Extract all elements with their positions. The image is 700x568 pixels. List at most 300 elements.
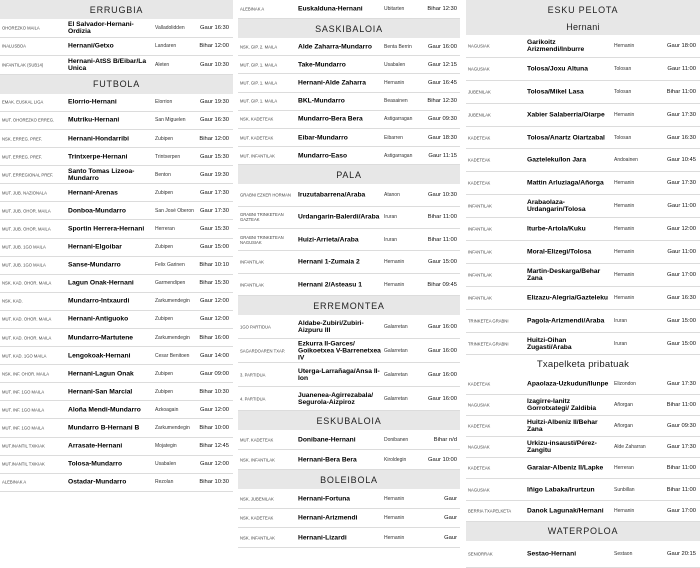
fixture-venue: Donibanen <box>384 436 409 443</box>
fixture-time: Bihar n/d <box>433 436 457 443</box>
fixture-row <box>466 81 700 104</box>
fixture-row <box>466 172 700 195</box>
fixture-time: Bihar 12:00 <box>199 43 229 50</box>
fixture-row <box>0 112 233 130</box>
fixture-match: Sestao-Hernani <box>527 550 577 558</box>
fixture-match: Urdangarin-Balerdi/Araba <box>298 213 380 221</box>
fixture-venue: Eibarren <box>384 134 403 141</box>
fixture-time: Gaur 09:30 <box>666 422 696 429</box>
fixture-time: Gaur 16:00 <box>427 395 457 402</box>
fixture-venue: Elorrion <box>155 99 173 106</box>
fixture-row <box>466 35 700 58</box>
fixture-row <box>238 251 460 273</box>
fixture-venue: Hernanin <box>384 281 405 288</box>
fixture-venue: Aleten <box>155 61 170 68</box>
fixture-venue: Añorgan <box>614 422 633 429</box>
fixture-venue: Herreran <box>614 465 634 472</box>
fixture-category: MUT. KAD. OHOR. MAILA <box>2 335 52 341</box>
fixture-category: TRINKETEA GRABNI <box>468 341 509 347</box>
fixture-row <box>0 239 233 257</box>
fixture-match: Lagun Onak-Hernani <box>68 279 134 287</box>
fixture-category: INFANTILAK <box>468 295 492 301</box>
fixture-row <box>238 509 460 529</box>
fixture-venue: Alde Zaharran <box>614 444 646 451</box>
fixture-category: INFANTILAK <box>468 272 492 278</box>
fixture-category: 1GO PARTIDUA <box>240 324 271 330</box>
fixture-category: GRABNI EZKER HORMAN <box>240 192 291 198</box>
section-header: ESKU PELOTA <box>466 0 700 19</box>
fixture-venue: Usabalen <box>384 61 406 68</box>
fixture-row <box>466 149 700 172</box>
fixture-row <box>466 395 700 416</box>
fixture-row <box>0 184 233 202</box>
fixture-venue: Iruran <box>384 214 398 221</box>
fixture-category: NSK. GIP. 2. MAILA <box>240 44 278 50</box>
fixture-match: Sanse-Mundarro <box>68 261 121 269</box>
fixture-row <box>466 264 700 287</box>
fixture-match: Hernani-Antiguoko <box>68 315 129 323</box>
fixture-category: TRINKETEA GRABNI <box>468 318 509 324</box>
fixture-row <box>466 479 700 500</box>
fixture-venue: Trintxerpen <box>155 153 181 160</box>
fixture-venue: Zubipen <box>155 388 174 395</box>
fixture-match: Tolosa/Mikel Lasa <box>527 88 584 96</box>
fixture-row <box>466 310 700 333</box>
fixture-row <box>238 207 460 229</box>
fixture-row <box>466 333 700 356</box>
fixture-category: NAGUSIAK <box>468 66 490 72</box>
fixture-category: MUT. KADETEAK <box>240 135 274 141</box>
fixture-time: Gaur 09:30 <box>427 116 457 123</box>
section-header: ERREMONTEA <box>238 296 460 315</box>
fixture-time: Gaur 15:00 <box>666 340 696 347</box>
fixture-time: Bihar 11:00 <box>666 401 696 408</box>
fixture-category: MUT. KADETEAK <box>240 437 274 443</box>
fixture-category: JUBENILAK <box>468 112 491 118</box>
fixture-venue: Hernanin <box>614 507 635 514</box>
fixture-time: Gaur 11:00 <box>667 65 696 72</box>
fixture-time: Gaur 16:00 <box>427 347 457 354</box>
fixture-row <box>238 489 460 509</box>
fixture-match: Elizazu-Alegria/Gazteleku <box>527 294 609 302</box>
fixture-row <box>466 104 700 127</box>
fixture-time: Bihar 11:00 <box>666 465 696 472</box>
fixture-category: NSK. KADETEAK <box>240 116 274 122</box>
fixture-match: Apaolaza-Uzkudun/Ilunpe <box>527 380 609 388</box>
fixture-category: INFANTILAK <box>468 226 492 232</box>
fixture-venue: Tolosan <box>614 134 632 141</box>
fixture-venue: Hernanin <box>384 495 405 502</box>
fixture-row <box>466 541 700 568</box>
fixture-venue: Galarretan <box>384 395 408 402</box>
fixture-match: Urkizu-insausti/Pérez-Zangitu <box>527 440 597 455</box>
fixture-time: Gaur 17:30 <box>666 180 696 187</box>
fixture-time: Gaur 16:00 <box>427 371 457 378</box>
fixture-venue: Valladolidden <box>155 24 185 31</box>
section-header: SASKIBALOIA <box>238 19 460 38</box>
fixture-match: Aldabe-Zubiri/Zubiri-Aizpuru III <box>298 319 364 334</box>
fixture-match: Iñigo Labaka/Irurtzun <box>527 486 595 493</box>
fixture-category: MUT. ERREG. PREF. <box>2 154 43 160</box>
fixture-venue: Usabalen <box>155 461 177 468</box>
fixture-row <box>238 315 460 339</box>
fixture-match: Garikoitz Arizmendi/Inburre <box>527 38 585 53</box>
fixture-match: Hernani-Elgoibar <box>68 243 122 251</box>
fixture-time: Bihar 11:00 <box>427 236 457 243</box>
fixture-match: Danok Lagunak/Hernani <box>527 507 604 515</box>
fixture-time: Gaur 16:45 <box>427 79 457 86</box>
fixture-time: Gaur 11:00 <box>667 248 696 255</box>
fixture-match: Juanenea-Agirrezabala/ Segurola-Aizpiroz <box>298 391 374 406</box>
fixture-time: Gaur <box>444 495 457 502</box>
fixture-venue: Mojategin <box>155 443 177 450</box>
fixture-match: Izagirre-Ianitz Gorrotxategi/ Zaldibia <box>527 397 597 412</box>
fixture-time: Bihar 11:00 <box>666 88 696 95</box>
fixture-venue: Galarretan <box>384 323 408 330</box>
fixture-venue: Landaren <box>155 43 177 50</box>
fixture-time: Gaur 12:00 <box>199 298 229 305</box>
fixture-time: Gaur 15:30 <box>199 153 229 160</box>
column-middle <box>238 0 460 548</box>
fixture-time: Gaur 12:00 <box>199 316 229 323</box>
section-header: WATERPOLOA <box>466 522 700 541</box>
fixture-time: Gaur 12:00 <box>199 406 229 413</box>
fixture-match: Alde Zaharra-Mundarro <box>298 43 372 51</box>
fixture-venue: Beasainen <box>384 98 408 105</box>
fixture-venue: Zubipen <box>155 316 174 323</box>
fixture-match: Tolosa/Anartz Oiartzabal <box>527 134 605 141</box>
fixture-venue: Cesar Benitoen <box>155 352 190 359</box>
fixture-time: Bihar 12:00 <box>199 135 229 142</box>
fixture-category: INFANTILAK <box>468 203 492 209</box>
fixture-category: MUT. OHOREZKO ERREG. <box>2 117 55 123</box>
fixture-time: Gaur 17:00 <box>666 507 696 514</box>
fixture-match: Eibar-Mundarro <box>298 134 348 142</box>
fixture-match: Hernani-San Marcial <box>68 388 133 396</box>
fixture-match: Pagola-Arizmendi/Araba <box>527 317 605 325</box>
fixture-venue: Iruran <box>614 317 628 324</box>
fixture-venue: Iruran <box>384 236 398 243</box>
fixture-category: MUT. KAD. 1GO MAILA <box>2 353 47 359</box>
fixture-row <box>0 166 233 184</box>
fixture-category: MUT. INFANTILAK <box>240 153 275 159</box>
fixture-match: Tolosa/Joxu Altuna <box>527 65 588 73</box>
fixture-row <box>238 129 460 147</box>
fixture-match: Arrasate-Hernani <box>68 442 123 450</box>
fixture-time: Gaur 16:00 <box>427 323 457 330</box>
fixture-venue: Hernanin <box>614 42 635 49</box>
fixture-time: Gaur 16:30 <box>666 294 696 301</box>
fixture-match: Donboa-Mundarro <box>68 207 126 215</box>
fixture-venue: Azkoagain <box>155 406 179 413</box>
fixture-match: Mundarro-Martutene <box>68 334 134 342</box>
fixture-match: Iruzutabarrena/Araba <box>298 191 366 199</box>
fixture-category: MUT. JUB. 1GO MAILA <box>2 244 46 250</box>
fixture-match: Hernani-Arizmendi <box>298 514 358 522</box>
fixture-category: MUT. JUB. 1GO MAILA <box>2 262 46 268</box>
fixture-category: MUT. INF. 1GO MAILA <box>2 425 45 431</box>
fixture-category: MUT. JUB. OHOR. MAILA <box>2 208 51 214</box>
fixture-time: Gaur 15:00 <box>199 244 229 251</box>
fixture-time: Gaur 17:30 <box>666 111 696 118</box>
fixture-time: Gaur 17:30 <box>666 444 696 451</box>
fixture-category: MUT. GIP. 1. MAILA <box>240 62 278 68</box>
fixture-category: MUT. INF. 1GO MAILA <box>2 407 45 413</box>
fixture-venue: Zarkumendegin <box>155 334 190 341</box>
fixture-venue: Sunbillan <box>614 486 635 493</box>
fixture-category: INFANTILAK <box>468 249 492 255</box>
fixture-row <box>0 365 233 383</box>
fixture-category: OHOREZKO MAILA <box>2 25 40 31</box>
fixture-category: KADETEAK <box>468 465 491 471</box>
fixture-row <box>466 195 700 218</box>
fixture-time: Gaur 12:15 <box>427 61 457 68</box>
fixture-match: Garaiar-Albeniz II/Lapke <box>527 464 604 472</box>
fixture-venue: Rezolan <box>155 479 174 486</box>
fixture-row <box>0 94 233 112</box>
column-left <box>0 0 233 492</box>
fixture-time: Gaur 09:00 <box>199 370 229 377</box>
fixture-time: Gaur <box>444 534 457 541</box>
fixture-time: Gaur 18:00 <box>666 42 696 49</box>
fixture-category: NAGUSIAK <box>468 402 490 408</box>
fixture-category: 4. PARTIDUA <box>240 396 266 402</box>
fixture-match: Huitzi-Oihan Zugasti/Araba <box>527 336 572 351</box>
fixture-time: Gaur <box>444 515 457 522</box>
fixture-category: 3. PARTIDUA <box>240 372 266 378</box>
fixture-match: Aloña Mendi-Mundarro <box>68 406 141 414</box>
fixture-time: Bihar 10:00 <box>199 425 229 432</box>
fixture-time: Gaur 15:00 <box>666 317 696 324</box>
fixture-row <box>0 19 233 38</box>
fixture-match: Lengokoak-Hernani <box>68 352 131 360</box>
fixture-row <box>238 147 460 165</box>
fixture-match: Mattin Arluziaga/Añorga <box>527 179 604 187</box>
fixture-venue: Hernanin <box>614 271 635 278</box>
fixture-category: GRABNI TRINKETEAN GAZTEAK <box>240 212 284 223</box>
fixture-time: Gaur 15:30 <box>199 225 229 232</box>
fixture-venue: Hernanin <box>384 259 405 266</box>
fixture-venue: Hernanin <box>384 79 405 86</box>
fixture-row <box>238 93 460 111</box>
fixture-time: Gaur 19:30 <box>199 171 229 178</box>
fixture-venue: Hernanin <box>614 203 635 210</box>
fixture-venue: Kiroldegin <box>384 456 407 463</box>
fixture-row <box>238 450 460 470</box>
fixture-category: MUT. INF. 1GO MAILA <box>2 389 45 395</box>
fixture-time: Bihar 09:45 <box>427 281 457 288</box>
fixture-venue: San Miguelen <box>155 117 186 124</box>
fixture-row <box>0 474 233 492</box>
fixture-venue: Zarkumendegin <box>155 298 190 305</box>
fixture-match: El Salvador-Hernani-Ordizia <box>68 20 134 35</box>
fixture-category: SENIORRAK <box>468 551 493 557</box>
fixture-venue: Herreran <box>155 225 175 232</box>
fixture-venue: Hernanin <box>384 534 405 541</box>
fixture-category: KADETEAK <box>468 135 491 140</box>
fixture-venue: Atanon <box>384 192 400 198</box>
fixture-time: Gaur 16:30 <box>199 24 229 31</box>
fixture-category: MUT. ERREGIONAL PREF. <box>2 172 54 178</box>
fixture-time: Bihar 10:10 <box>199 262 229 269</box>
column-right <box>466 0 700 568</box>
fixture-row <box>0 293 233 311</box>
fixture-row <box>238 38 460 56</box>
fixture-match: Moral-Elizegi/Tolosa <box>527 248 592 256</box>
fixture-match: Arabaolaza-Urdangarin/Tolosa <box>527 199 586 214</box>
fixture-row <box>466 501 700 522</box>
fixture-match: Hernani-Bera Bera <box>298 456 357 464</box>
fixture-row <box>0 419 233 437</box>
fixture-category: NSK. KAD. <box>2 298 23 304</box>
fixture-match: BKL-Mundarro <box>298 97 345 105</box>
fixture-category: INALUSBOA <box>2 43 26 49</box>
fixture-row <box>466 218 700 241</box>
fixture-category: MUT. GIP. 1. MAILA <box>240 80 278 86</box>
fixture-category: MUT.INANTIL TXIKIAK <box>2 461 45 467</box>
fixture-row <box>0 148 233 166</box>
fixture-venue: Zarkumendegin <box>155 425 190 432</box>
fixture-venue: Hernanin <box>614 294 635 301</box>
fixture-category: NAGUSIAK <box>468 444 490 450</box>
fixture-venue: Hernanin <box>384 515 405 522</box>
fixture-match: Take-Mundarro <box>298 61 346 69</box>
fixture-match: Mundarro-Intxaurdi <box>68 297 130 305</box>
fixture-row <box>238 0 460 19</box>
fixture-category: KADETEAK <box>468 381 491 387</box>
fixture-row <box>0 383 233 401</box>
fixture-time: Bihar 11:00 <box>427 214 457 221</box>
fixture-match: Hernani-Hondarribi <box>68 135 129 143</box>
fixture-match: Hernani 2/Asteasu 1 <box>298 281 362 289</box>
fixture-time: Gaur 10:00 <box>427 456 457 463</box>
fixture-time: Gaur 10:30 <box>199 61 229 68</box>
fixture-venue: Hernanin <box>614 248 635 255</box>
fixture-row <box>0 401 233 419</box>
fixture-category: ALEBINAK A <box>240 6 265 12</box>
fixture-venue: Andoainen <box>614 157 638 164</box>
fixture-venue: Zubipen <box>155 189 174 196</box>
fixture-venue: Iruran <box>614 340 628 347</box>
fixture-venue: Benton <box>155 171 171 178</box>
fixture-category: ALEBINAK A <box>2 479 27 485</box>
fixture-venue: Añorgan <box>614 401 633 408</box>
fixture-category: INFANTILAK <box>240 282 264 288</box>
fixture-match: Gazteleku/Ion Jara <box>527 156 587 164</box>
fixture-match: Hernani-Alde Zaharra <box>298 79 367 87</box>
fixture-category: KADETEAK <box>468 423 491 429</box>
section-header: ERRUGBIA <box>0 0 233 19</box>
fixture-time: Gaur 10:30 <box>427 192 457 198</box>
fixture-row <box>0 220 233 238</box>
fixture-category: NSK. ERREG. PREF. <box>2 136 43 142</box>
fixture-match: Elorrio-Hernani <box>68 98 117 106</box>
fixture-category: JUBENILAK <box>468 89 491 95</box>
section-header: FUTBOLA <box>0 75 233 94</box>
fixture-row <box>238 274 460 296</box>
fixture-time: Gaur 16:30 <box>666 134 696 141</box>
fixture-time: Gaur 11:00 <box>667 203 696 210</box>
fixture-venue: Ubitarten <box>384 6 405 12</box>
fixture-venue: Zubipen <box>155 135 174 142</box>
fixture-time: Gaur 19:30 <box>199 99 229 106</box>
fixture-match: Euskalduna-Hernani <box>298 5 363 13</box>
fixture-time: Gaur 20:15 <box>666 550 696 557</box>
fixture-match: Hernani 1-Zumaia 2 <box>298 258 360 266</box>
fixture-row <box>466 241 700 264</box>
section-header: Txapelketa pribatuak <box>466 355 700 373</box>
fixture-match: Ostadar-Mundarro <box>68 478 127 486</box>
fixture-row <box>466 127 700 150</box>
fixture-match: Huizi-Arrieta/Araba <box>298 236 359 244</box>
fixture-category: GRABNI TRINKETEAN NAGUSIAK <box>240 234 284 245</box>
fixture-match: Huitzi-Albeniz II/Behar Zana <box>527 418 598 433</box>
fixture-match: Hernani-Arenas <box>68 189 118 197</box>
fixture-row <box>466 437 700 458</box>
fixture-category: EMAK. EUSKAL LIGA <box>2 99 44 105</box>
fixture-venue: Hernanin <box>614 180 635 187</box>
fixture-category: NAGUSIAK <box>468 487 490 492</box>
fixture-category: KADETEAK <box>468 157 491 163</box>
fixture-venue: Tolosan <box>614 88 632 95</box>
fixture-category: KADETEAK <box>468 180 491 186</box>
fixture-time: Bihar 11:00 <box>666 486 696 493</box>
fixture-row <box>238 229 460 251</box>
fixture-category: NSK. JUBENILAK <box>240 496 274 502</box>
fixture-row <box>0 130 233 148</box>
fixture-row <box>466 458 700 479</box>
section-header: PALA <box>238 165 460 184</box>
fixture-venue: Hernanin <box>614 111 635 118</box>
fixture-venue: Zubipen <box>155 370 174 377</box>
fixture-time: Bihar 10:30 <box>199 479 229 486</box>
fixture-time: Gaur 12:00 <box>666 226 696 233</box>
fixture-row <box>238 184 460 206</box>
fixture-row <box>238 339 460 363</box>
fixture-match: Hernani-Lagun Onak <box>68 370 134 378</box>
fixture-venue: Garmendipen <box>155 280 186 287</box>
fixture-venue: Hernanin <box>614 226 635 233</box>
fixture-row <box>466 58 700 81</box>
fixture-venue: Tolosan <box>614 65 632 72</box>
fixture-venue: Sestaon <box>614 550 633 557</box>
fixture-row <box>238 528 460 548</box>
fixture-time: Gaur 17:00 <box>666 271 696 278</box>
fixture-row <box>238 430 460 450</box>
fixture-time: Bihar 12:45 <box>199 443 229 450</box>
fixture-time: Bihar 16:00 <box>199 334 229 341</box>
fixture-match: Iturbe-Artola/Kuku <box>527 225 586 233</box>
fixture-row <box>466 287 700 310</box>
fixture-row <box>466 416 700 437</box>
section-subtitle: Hernani <box>466 19 700 35</box>
fixture-match: Hernani-Lizardi <box>298 534 347 542</box>
fixture-time: Gaur 18:30 <box>427 134 457 141</box>
fixture-match: Mundarro-Bera Bera <box>298 115 363 123</box>
fixture-venue: Zubipen <box>155 244 174 251</box>
fixture-category: NSK. KAD. OHOR. MAILA <box>2 280 52 286</box>
fixture-category: BERRIA TXAPELKETA <box>468 508 512 514</box>
fixture-time: Bihar 12:30 <box>427 98 457 105</box>
fixture-row <box>238 56 460 74</box>
fixture-match: Martin-Deskarga/Behar Zana <box>527 267 601 282</box>
fixture-match: Trintxerpe-Hernani <box>68 153 128 161</box>
fixture-time: Gaur 17:30 <box>666 380 696 387</box>
fixture-time: Gaur 14:00 <box>199 352 229 359</box>
fixture-row <box>0 438 233 456</box>
fixture-time: Gaur 17:30 <box>199 207 229 214</box>
fixture-category: INFANTILAK (SUB14) <box>2 62 44 68</box>
